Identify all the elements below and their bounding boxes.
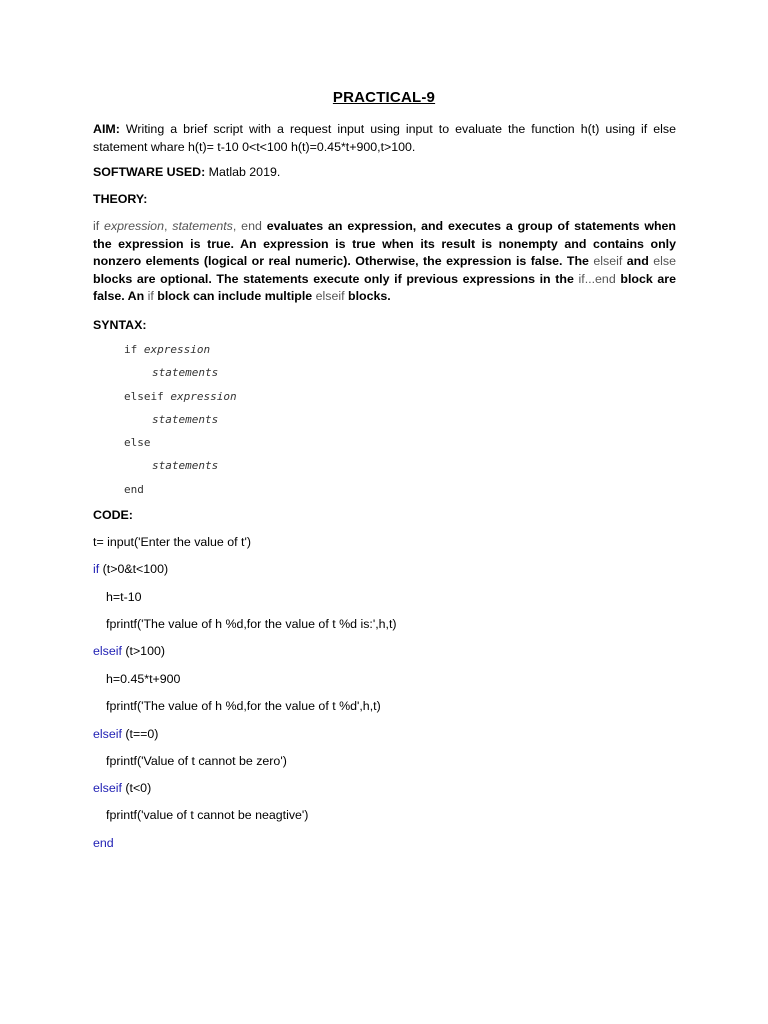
code-text: (t>100) bbox=[121, 644, 165, 658]
aim-label: AIM: bbox=[93, 122, 120, 136]
code-line bbox=[93, 781, 151, 795]
code-line bbox=[106, 617, 397, 631]
syntax-line bbox=[152, 413, 218, 426]
code-line bbox=[106, 754, 287, 768]
code-line bbox=[93, 535, 251, 549]
theory-kw-if2: if bbox=[147, 289, 154, 303]
syntax-line bbox=[124, 483, 144, 496]
syntax-argument: statements bbox=[152, 413, 219, 426]
code-keyword: elseif bbox=[93, 781, 122, 795]
theory-sep2: , bbox=[232, 219, 242, 233]
theory-text6: blocks. bbox=[344, 289, 391, 303]
theory-kw-if: if bbox=[93, 219, 105, 233]
code-line bbox=[93, 727, 158, 741]
syntax-line bbox=[124, 390, 237, 403]
code-text: fprintf('The value of h %d,for the value of t %d is:',h,t) bbox=[106, 617, 397, 631]
code-line bbox=[93, 562, 168, 576]
theory-kw-ifend: if...end bbox=[578, 271, 616, 286]
syntax-keyword: end bbox=[124, 483, 144, 496]
software-paragraph bbox=[93, 164, 676, 182]
syntax-line bbox=[152, 366, 218, 379]
theory-text5: block can include multiple bbox=[153, 289, 316, 303]
code-text: fprintf('Value of t cannot be zero') bbox=[106, 754, 287, 768]
code-heading: CODE: bbox=[93, 508, 133, 522]
theory-kw-statements: statements bbox=[172, 219, 233, 233]
code-text: t= input('Enter the value of t') bbox=[93, 535, 251, 549]
aim-text: Writing a brief script with a request input using input to evaluate the function h(t) using if else statement whare h(t)= t-10 0<t<100 h(t)=0.45*t+900,t>100. bbox=[93, 122, 676, 154]
theory-kw-elseif2: elseif bbox=[315, 289, 345, 303]
code-text: h=t-10 bbox=[106, 590, 142, 604]
code-text: (t<0) bbox=[121, 781, 152, 795]
code-line bbox=[106, 699, 381, 713]
syntax-line bbox=[152, 459, 218, 472]
code-line bbox=[106, 672, 180, 686]
code-text: h=0.45*t+900 bbox=[106, 672, 181, 686]
theory-heading: THEORY: bbox=[93, 192, 148, 206]
code-keyword: if bbox=[93, 562, 100, 576]
syntax-argument: expression bbox=[170, 390, 237, 403]
code-text: (t>0&t<100) bbox=[99, 562, 169, 576]
code-line bbox=[106, 590, 141, 604]
software-label: SOFTWARE USED: bbox=[93, 165, 206, 179]
code-text: fprintf('The value of h %d,for the value of t %d',h,t) bbox=[106, 699, 381, 713]
software-text: Matlab 2019. bbox=[205, 165, 281, 179]
theory-kw-else: else bbox=[653, 254, 677, 268]
syntax-argument: statements bbox=[152, 459, 219, 472]
theory-text1: evaluates an expression, and executes a group of statements when the expression is true. An expression is true when its result is nonempty and contains only nonzero elements (logical or real numeric). Otherwise, the expression is false. The bbox=[93, 219, 676, 268]
code-line bbox=[106, 808, 308, 822]
code-keyword: elseif bbox=[93, 644, 122, 658]
code-line bbox=[93, 836, 114, 850]
syntax-keyword: elseif bbox=[124, 390, 171, 403]
theory-text4: block are false. An bbox=[93, 271, 676, 303]
page-title: PRACTICAL-9 bbox=[332, 89, 436, 106]
theory-sep1: , bbox=[163, 219, 173, 233]
theory-kw-end: end bbox=[241, 219, 262, 233]
theory-paragraph bbox=[93, 218, 676, 306]
syntax-argument: statements bbox=[152, 366, 219, 379]
theory-text2: and bbox=[622, 254, 654, 268]
code-keyword: end bbox=[93, 836, 114, 850]
theory-kw-elseif: elseif bbox=[593, 254, 623, 268]
syntax-keyword: else bbox=[124, 436, 151, 449]
syntax-argument: expression bbox=[143, 343, 211, 356]
syntax-heading: SYNTAX: bbox=[93, 318, 147, 332]
theory-text3: blocks are optional. The statements execute only if previous expressions in the bbox=[93, 271, 579, 286]
theory-kw-expression: expression bbox=[104, 219, 164, 233]
code-text: (t==0) bbox=[121, 727, 159, 741]
syntax-keyword: if bbox=[124, 343, 144, 356]
code-text: fprintf('value of t cannot be neagtive') bbox=[106, 808, 309, 822]
syntax-line bbox=[124, 436, 151, 449]
code-keyword: elseif bbox=[93, 727, 122, 741]
syntax-line bbox=[124, 343, 210, 356]
aim-paragraph bbox=[93, 121, 676, 156]
code-line bbox=[93, 644, 165, 658]
